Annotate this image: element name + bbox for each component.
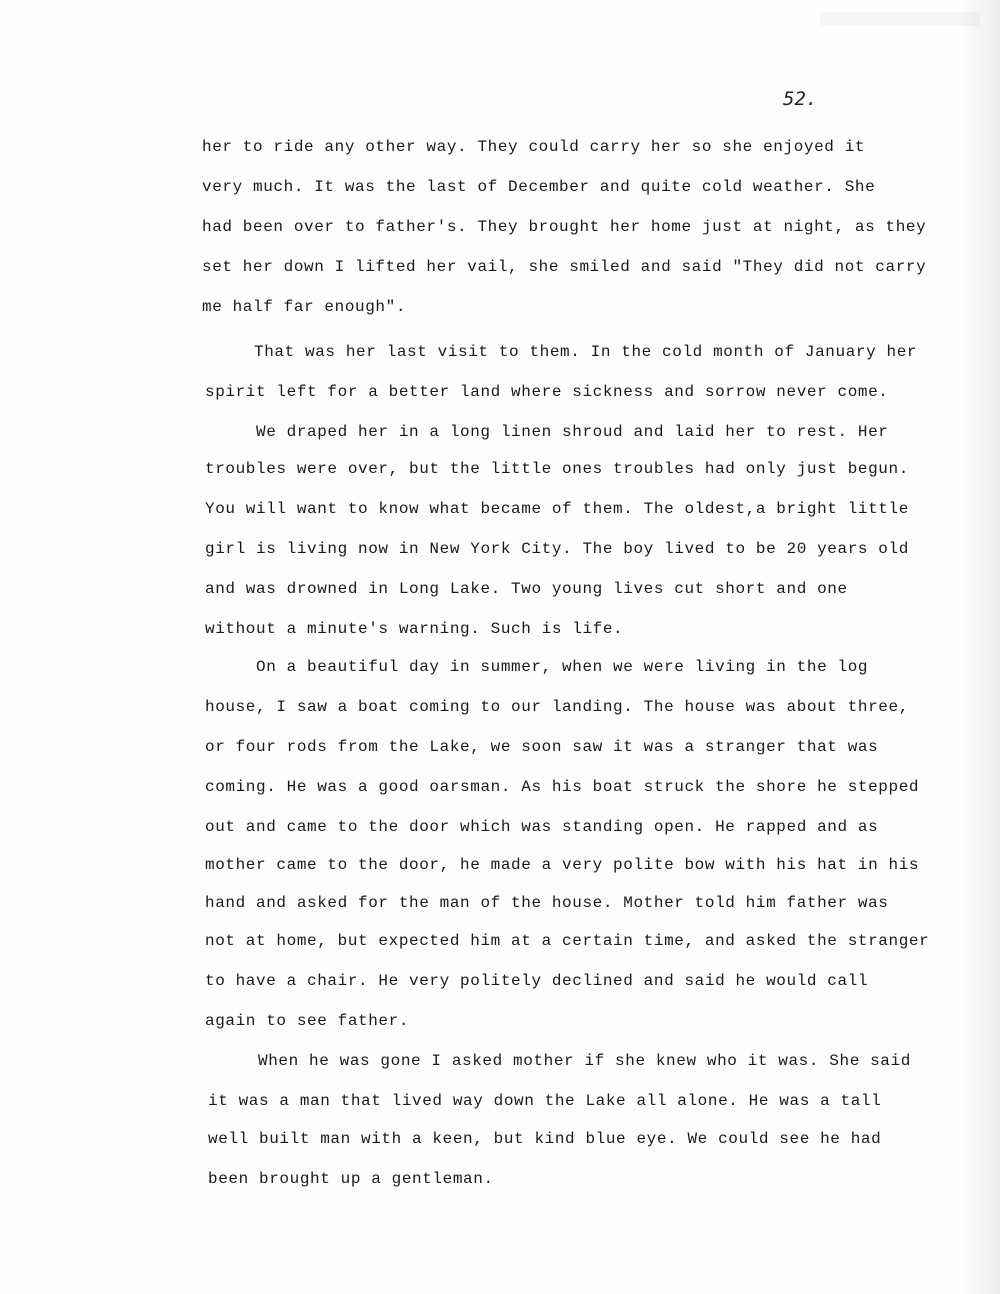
text-line: out and came to the door which was standing open. He rapped and as xyxy=(205,818,879,836)
text-line: her to ride any other way. They could carry her so she enjoyed it xyxy=(202,138,866,156)
scan-bleed-through xyxy=(820,12,980,26)
text-line: coming. He was a good oarsman. As his boat struck the shore he stepped xyxy=(205,778,920,796)
scan-edge-shadow xyxy=(960,0,1000,1294)
text-line: been brought up a gentleman. xyxy=(208,1170,494,1188)
page-number: 52. xyxy=(783,88,818,110)
text-line: again to see father. xyxy=(205,1012,410,1030)
text-line: very much. It was the last of December and quite cold weather. She xyxy=(202,178,876,196)
text-line: or four rods from the Lake, we soon saw it was a stranger that was xyxy=(205,738,879,756)
text-line: When he was gone I asked mother if she knew who it was. She said xyxy=(258,1052,911,1070)
text-line: spirit left for a better land where sickness and sorrow never come. xyxy=(205,383,889,401)
text-line: That was her last visit to them. In the cold month of January her xyxy=(254,343,918,361)
text-line: and was drowned in Long Lake. Two young lives cut short and one xyxy=(205,580,848,598)
text-line: not at home, but expected him at a certain time, and asked the stranger xyxy=(205,932,930,950)
text-line: me half far enough". xyxy=(202,298,407,316)
text-line: hand and asked for the man of the house. Mother told him father was xyxy=(205,894,889,912)
text-line: without a minute's warning. Such is life. xyxy=(205,620,624,638)
text-line: troubles were over, but the little ones troubles had only just begun. xyxy=(205,460,909,478)
text-line: house, I saw a boat coming to our landing. The house was about three, xyxy=(205,698,909,716)
text-line: On a beautiful day in summer, when we were living in the log xyxy=(256,658,869,676)
text-line: girl is living now in New York City. The boy lived to be 20 years old xyxy=(205,540,909,558)
text-line: it was a man that lived way down the Lake all alone. He was a tall xyxy=(208,1092,882,1110)
text-line: well built man with a keen, but kind blue eye. We could see he had xyxy=(208,1130,882,1148)
text-line: mother came to the door, he made a very polite bow with his hat in his xyxy=(205,856,920,874)
text-line: set her down I lifted her vail, she smiled and said "They did not carry xyxy=(202,258,927,276)
text-line: to have a chair. He very politely declined and said he would call xyxy=(205,972,869,990)
text-line: You will want to know what became of them. The oldest,a bright little xyxy=(205,500,909,518)
text-line: We draped her in a long linen shroud and laid her to rest. Her xyxy=(256,423,889,441)
text-line: had been over to father's. They brought her home just at night, as they xyxy=(202,218,927,236)
